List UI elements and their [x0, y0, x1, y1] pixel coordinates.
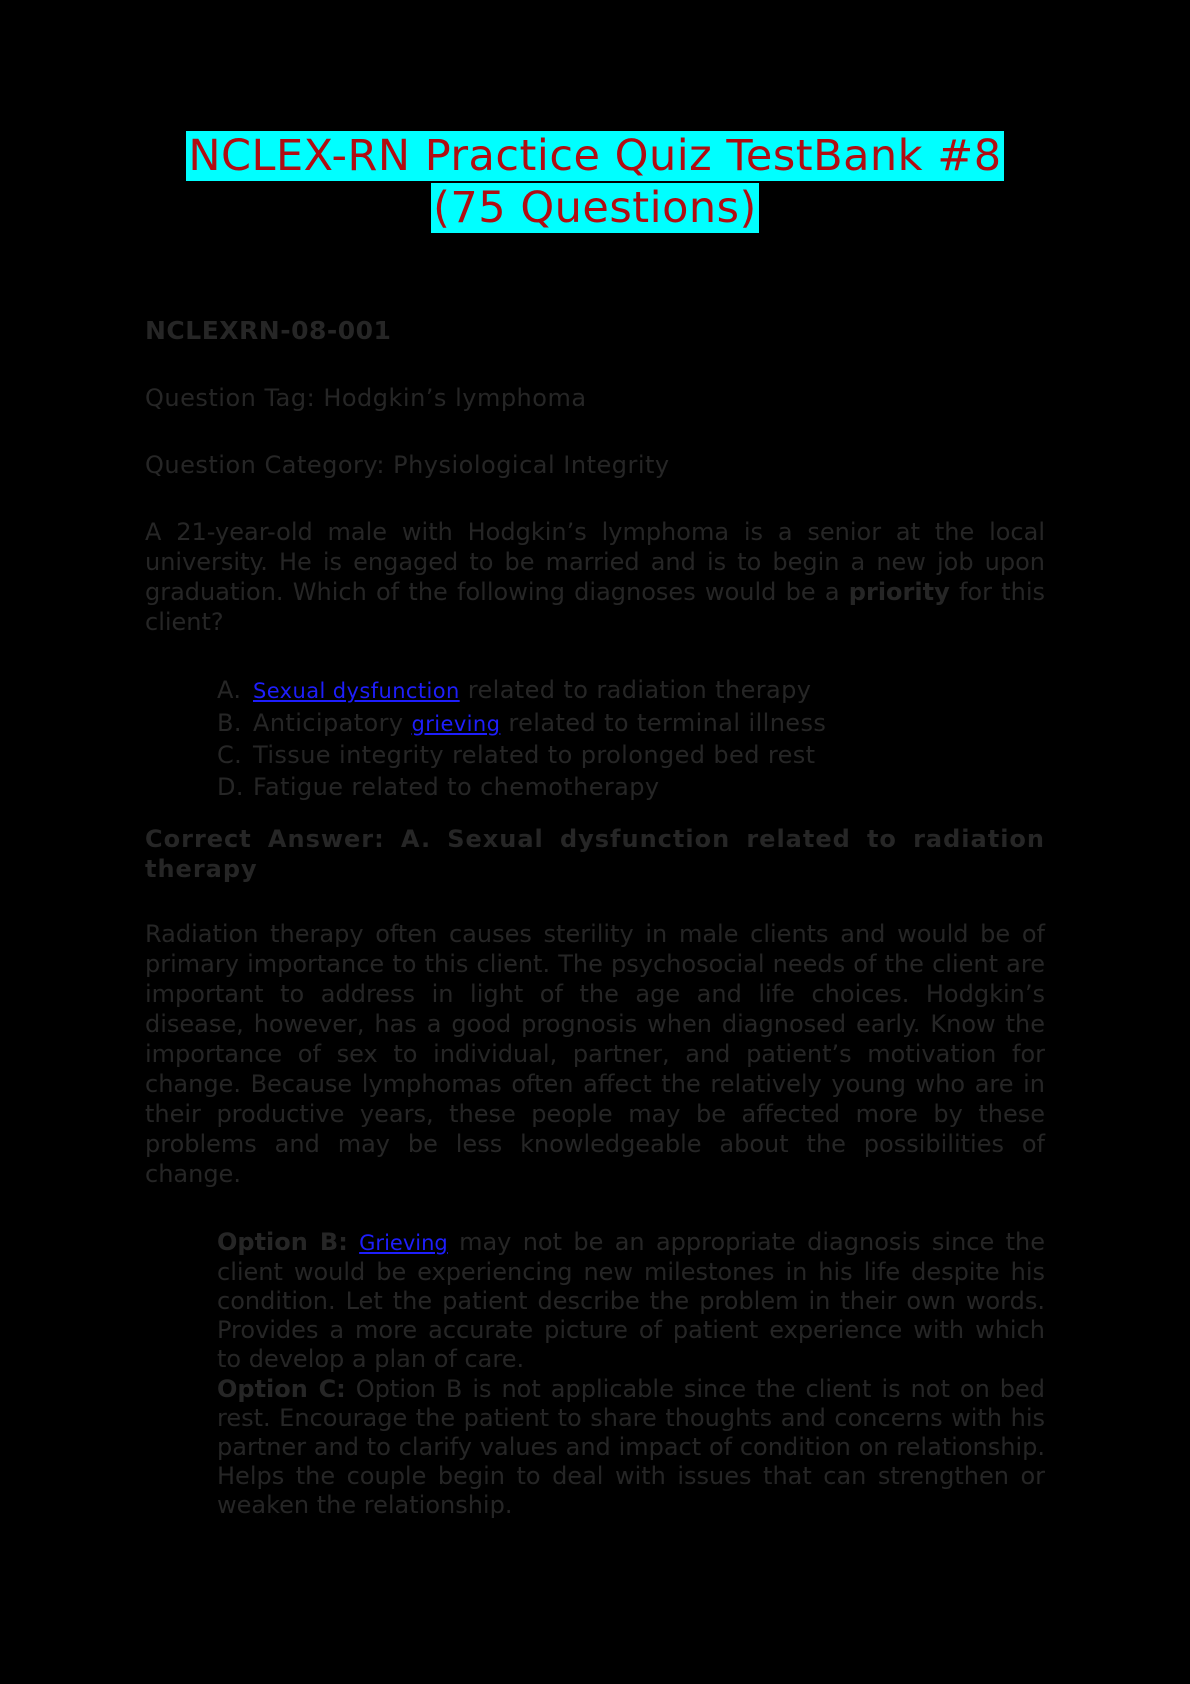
question-category	[145, 451, 670, 479]
option-c-explanation	[217, 1375, 1045, 1520]
option-d-letter: D.	[217, 772, 244, 801]
question-category-label: Question Category:	[145, 451, 385, 479]
question-stem-emphasis: priority	[848, 578, 950, 606]
sexual-dysfunction-link[interactable]: Sexual dysfunction	[253, 679, 460, 703]
correct-answer	[145, 824, 1045, 884]
option-b[interactable]	[217, 708, 826, 741]
option-b-pre: Anticipatory	[253, 708, 412, 737]
question-category-value: Physiological Integrity	[393, 451, 670, 479]
title-line-2: (75 Questions)	[433, 183, 757, 233]
question-tag	[145, 384, 587, 412]
option-a[interactable]	[217, 675, 826, 708]
option-b-explanation-text: may not be an appropriate diagnosis since the client would be experiencing new milestones in his life despite his condition. Let the patient describe the problem in their own words. Provides a more accurate picture of patient experience with which to develop a plan of care.	[217, 1228, 1045, 1373]
question-id: NCLEXRN-08-001	[145, 316, 392, 345]
option-b-letter: B.	[217, 708, 242, 737]
option-d-text: Fatigue related to chemotherapy	[253, 772, 660, 801]
option-b-label: Option B:	[217, 1228, 348, 1256]
option-b-explanation	[217, 1228, 1045, 1374]
option-b-text: related to terminal illness	[500, 708, 827, 737]
document-title	[145, 130, 1045, 234]
answer-options	[217, 675, 826, 803]
question-stem-text: A 21-year-old male with Hodgkin’s lymphoma is a senior at the local university. He is engaged to be married and is to begin a new job upon graduation. Which of the following diagnoses would be a	[145, 518, 1045, 606]
rationale-paragraph: Radiation therapy often causes sterility in male clients and would be of primary importance to this client. The psychosocial needs of the client are important to address in light of the age and life choices. Hodgkin’s disease, however, has a good prognosis when diagnosed early. Know the importance of sex to individual, partner, and patient’s motivation for change. Because lymphomas often affect the relatively young who are in their productive years, these people may be affected more by these problems and may be less knowledgeable about the possibilities of change.	[145, 920, 1045, 1188]
option-a-text: related to radiation therapy	[459, 676, 812, 704]
option-a-letter: A.	[217, 676, 242, 704]
question-stem	[145, 517, 1045, 637]
option-c-letter: C.	[217, 741, 243, 769]
option-c[interactable]	[217, 740, 826, 772]
option-c-text: Tissue integrity related to prolonged bed rest	[253, 741, 816, 769]
option-c-label: Option C:	[217, 1375, 346, 1403]
correct-answer-label: Correct Answer:	[145, 825, 385, 853]
option-c-explanation-text: Option B is not applicable since the client is not on bed rest. Encourage the patient to share thoughts and concerns with his partner and to clarify values and impact of condition on relationship. Helps the couple begin to deal with issues that can strengthen or weaken the relationship.	[217, 1375, 1046, 1519]
option-d[interactable]	[217, 772, 826, 804]
question-tag-label: Question Tag:	[145, 384, 316, 412]
title-line-1: NCLEX-RN Practice Quiz TestBank #8	[188, 131, 1002, 181]
grieving-link[interactable]: grieving	[411, 711, 501, 736]
question-stem-end: for this client?	[145, 578, 1045, 636]
correct-answer-value: A. Sexual dysfunction related to radiation therapy	[145, 825, 1045, 883]
grieving-explanation-link[interactable]: Grieving	[359, 1231, 448, 1255]
question-tag-value: Hodgkin’s lymphoma	[323, 384, 587, 412]
